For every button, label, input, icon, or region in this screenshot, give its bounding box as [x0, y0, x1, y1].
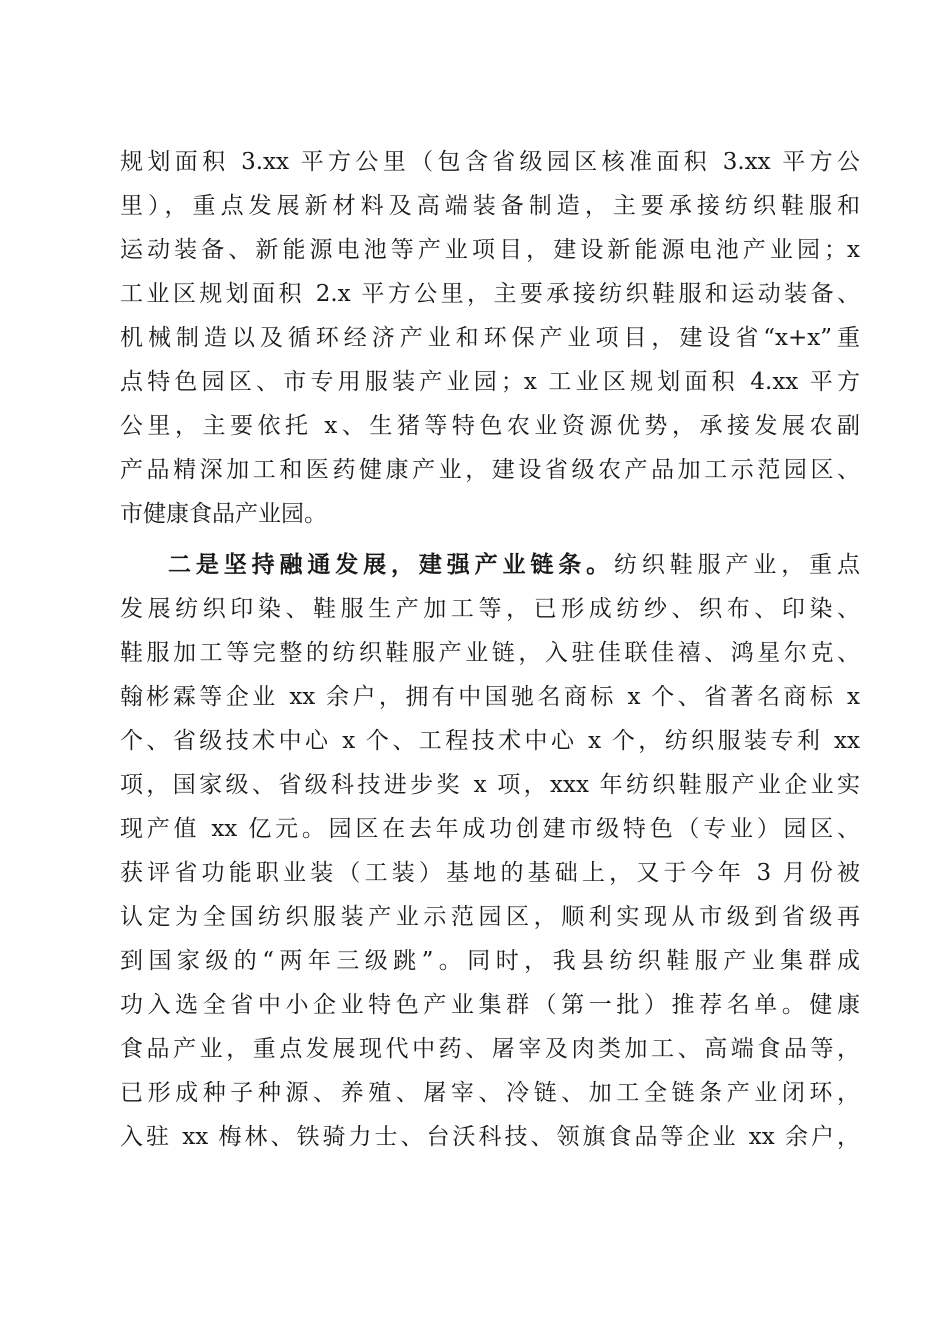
text-line: 已形成种子种源、养殖、屠宰、冷链、加工全链条产业闭环，	[120, 1080, 860, 1106]
text-line: 获评省功能职业装（工装）基地的基础上，又于今年 3 月份被	[120, 860, 860, 886]
text-line: 规划面积 3.xx 平方公里（包含省级园区核准面积 3.xx 平方公	[120, 149, 860, 175]
text-line: 认定为全国纺织服装产业示范园区，顺利实现从市级到省级再	[120, 904, 860, 930]
text-line: 机械制造以及循环经济产业和环保产业项目，建设省“x+x”重	[120, 325, 860, 351]
text-line: 到国家级的“两年三级跳”。同时，我县纺织鞋服产业集群成	[120, 948, 860, 974]
text-line: 产品精深加工和医药健康产业，建设省级农产品加工示范园区、	[120, 457, 860, 483]
text-line: 鞋服加工等完整的纺织鞋服产业链，入驻佳联佳禧、鸿星尔克、	[120, 640, 860, 666]
paragraph-first-line	[168, 543, 860, 587]
text-line: 市健康食品产业园。	[120, 501, 327, 527]
text-line: 点特色园区、市专用服装产业园；x 工业区规划面积 4.xx 平方	[120, 369, 860, 395]
text-line: 项，国家级、省级科技进步奖 x 项，xxx 年纺织鞋服产业企业实	[120, 772, 860, 798]
text-line: 食品产业，重点发展现代中药、屠宰及肉类加工、高端食品等，	[120, 1036, 860, 1062]
text-line: 功入选全省中小企业特色产业集群（第一批）推荐名单。健康	[120, 992, 860, 1018]
text-line: 翰彬霖等企业 xx 余户，拥有中国驰名商标 x 个、省著名商标 x	[120, 684, 860, 710]
text-line: 个、省级技术中心 x 个、工程技术中心 x 个，纺织服装专利 xx	[120, 728, 860, 754]
text-line: 工业区规划面积 2.x 平方公里，主要承接纺织鞋服和运动装备、	[120, 281, 860, 307]
text-line: 入驻 xx 梅林、铁骑力士、台沃科技、领旗食品等企业 xx 余户，	[120, 1124, 860, 1150]
text-line: 里），重点发展新材料及高端装备制造，主要承接纺织鞋服和	[120, 193, 860, 219]
section-heading: 二是坚持融通发展，建强产业链条。	[168, 551, 614, 578]
text-line: 运动装备、新能源电池等产业项目，建设新能源电池产业园；x	[120, 237, 860, 263]
text-line: 现产值 xx 亿元。园区在去年成功创建市级特色（专业）园区、	[120, 816, 860, 842]
text-line: 发展纺织印染、鞋服生产加工等，已形成纺纱、织布、印染、	[120, 596, 860, 622]
text-line: 公里，主要依托 x、生猪等特色农业资源优势，承接发展农副	[120, 413, 860, 439]
text-span: 纺织鞋服产业，重点	[614, 552, 860, 578]
